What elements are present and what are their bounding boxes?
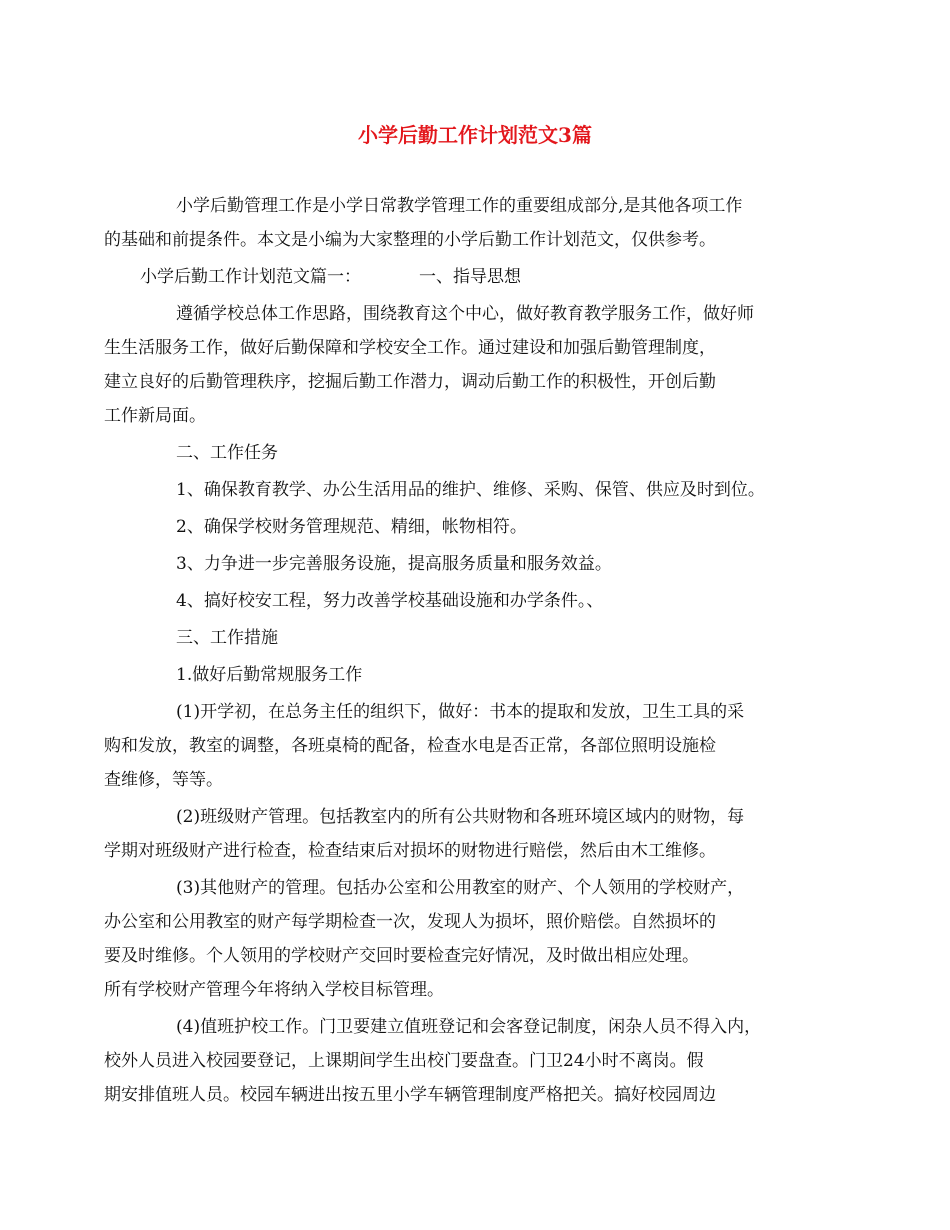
measure-paragraph [104,871,824,1007]
task-item [140,547,824,581]
text-line: 1、确保教育教学、办公生活用品的维护、维修、采购、保管、供应及时到位。 [176,480,765,500]
text-line: 二、工作任务 [176,443,278,463]
document-title: 小学后勤工作计划范文3篇 [358,123,592,147]
text-line: 校外人员进入校园要登记，上课期间学生出校门要盘查。门卫24小时不离岗。假 [104,1051,704,1071]
text-line: 期安排值班人员。校园车辆进出按五里小学车辆管理制度严格把关。搞好校园周边 [104,1085,716,1105]
text-line: 生生活服务工作，做好后勤保障和学校安全工作。通过建设和加强后勤管理制度， [104,338,716,358]
task-item [140,584,824,618]
section-heading-row [140,260,824,294]
text-line: (2)班级财产管理。包括教室内的所有公共财物和各班环境区域内的财物，每 [176,807,745,827]
text-line: 3、力争进一步完善服务设施，提高服务质量和服务效益。 [176,554,612,574]
text-line: 办公室和公用教室的财产每学期检查一次，发现人为损坏，照价赔偿。自然损坏的 [104,912,716,932]
text-line: 遵循学校总体工作思路，围绕教育这个中心，做好教育教学服务工作，做好师 [176,304,754,324]
text-line: (4)值班护校工作。门卫要建立值班登记和会客登记制度，闲杂人员不得入内， [176,1017,762,1037]
text-line: 2、确保学校财务管理规范、精细，帐物相符。 [176,517,527,537]
text-line: 三、工作措施 [176,628,278,648]
text-line: 1.做好后勤常规服务工作 [176,665,363,685]
guiding-paragraph [104,297,824,433]
document-body [104,189,824,1115]
text-line: 4、搞好校安工程，努力改善学校基础设施和办学条件。、 [176,591,604,611]
text-line: 学期对班级财产进行检查，检查结束后对损坏的财物进行赔偿，然后由木工维修。 [104,841,716,861]
measure-paragraph [104,800,824,868]
task-item [140,510,824,544]
heading-line [140,260,824,294]
text-line: 所有学校财产管理今年将纳入学校目标管理。 [104,980,444,1000]
text-line: (1)开学初，在总务主任的组织下，做好：书本的提取和发放，卫生工具的采 [176,702,745,722]
text-line: 查维修，等等。 [104,770,223,790]
article-heading: 小学后勤工作计划范文篇一： [140,267,361,287]
text-line: (3)其他财产的管理。包括办公室和公用教室的财产、个人领用的学校财产， [176,878,745,898]
text-line: 建立良好的后勤管理秩序，挖掘后勤工作潜力，调动后勤工作的积极性，开创后勤 [104,372,716,392]
text-line: 小学后勤管理工作是小学日常教学管理工作的重要组成部分,是其他各项工作 [176,196,743,216]
task-item [140,473,824,507]
section-heading: 一、指导思想 [419,267,521,287]
intro-paragraph [104,189,824,257]
text-line: 购和发放，教室的调整，各班桌椅的配备，检查水电是否正常，各部位照明设施检 [104,736,716,756]
section-heading [140,621,824,655]
measure-paragraph [104,695,824,797]
text-line: 的基础和前提条件。本文是小编为大家整理的小学后勤工作计划范文，仅供参考。 [104,230,716,250]
measure-paragraph [104,1010,824,1112]
section-heading [140,436,824,470]
text-line: 工作新局面。 [104,406,206,426]
subsection-heading [140,658,824,692]
text-line: 要及时维修。个人领用的学校财产交回时要检查完好情况，及时做出相应处理。 [104,946,699,966]
